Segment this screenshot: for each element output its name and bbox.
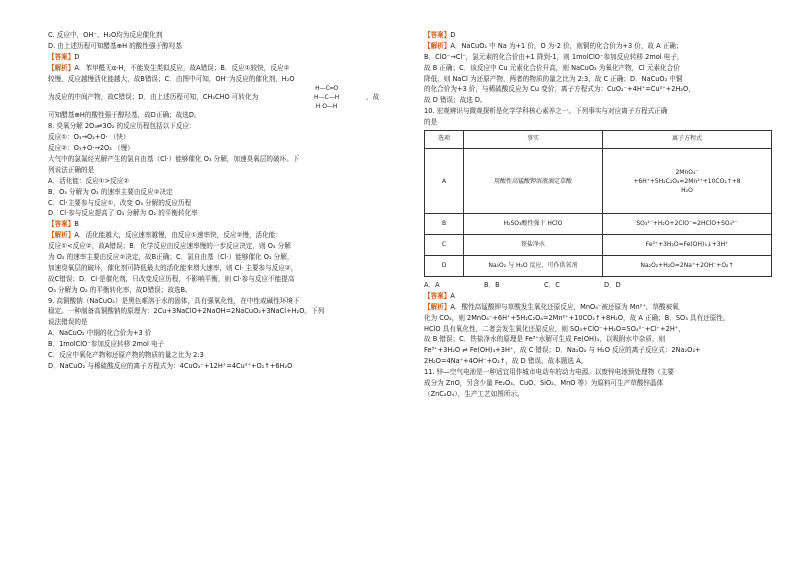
question-8-line: 反应①：O₃→O₂+O· （快） [48, 133, 130, 142]
left-column [48, 30, 400, 372]
answer-line [48, 52, 400, 63]
analysis-line: HClO 具有氧化性，二者会发生氧化还原反应，则 SO₃+ClO⁻+H₂O=SO₄²⁻+Cl⁻+2H⁺， [424, 324, 685, 333]
answer-value: B [74, 220, 79, 229]
question-10-line: 的是 [424, 118, 438, 127]
option-d-line: D. 由上述历程可知醋基⊕H 的酸性强于醇羟基 [48, 41, 182, 50]
analysis-line: 故C错误；D．Cl·是催化剂，只改变反应历程，不影响平衡，则 Cl·参与反应不能提高 [48, 274, 295, 283]
analysis-line: 故 B 正确；C．该反应中 Cu 元素化合价升高，则 NaCuO₂ 为氧化产物，Cl 元素化合价 [424, 63, 680, 72]
question-9-option: A．NaCuO₂ 中铜的化合价为+3 价 [48, 329, 152, 338]
table-cell-fact: Na₂O₂ 与 H₂O 反应，可作供氧剂 [464, 256, 603, 277]
question-11-line: 11. 锌—空气电池是一种适宜用作城市电动车的动力电源。以废锌电池预处理物（主要 [424, 368, 674, 377]
question-9-option: C．反应中氧化产物和还原产物的物质的量之比为 2:3 [48, 351, 204, 360]
analysis-line: Fe³⁺+3H₂O ⇌ Fe(OH)₃+3H⁺，故 C 错误；D．Na₂O₂ 与 H₂O 反应的离子反应式：2Na₂O₂+ [424, 346, 701, 355]
answer-value: A [450, 291, 455, 300]
analysis-text: A．NaCuO₂ 中 Na 为+1 价，O 为-2 价，则铜的化合价为+3 价，故 A 正确； [450, 41, 683, 50]
table-row [425, 256, 772, 277]
table-cell-fact: H₂SO₃酸性强于 HClO [464, 214, 603, 235]
question-8-line: 列说法正确的是 [48, 165, 95, 174]
question-8-line: 8. 臭氧分解 2O₃⇌3O₂ 的反应历程包括以下反应： [48, 122, 196, 131]
choice-b: B．B [484, 281, 500, 290]
choice-d: D．D [604, 281, 621, 290]
analysis-line [424, 302, 776, 313]
structural-formula [314, 84, 339, 111]
analysis-line: 故 B 错误；C．铁盐净水的原理是 Fe³⁺水解可生成 Fe(OH)₃，以吸附水中杂质，则 [424, 335, 666, 344]
question-8-line: 反应②：O₃+O·→2O₂ （慢） [48, 144, 134, 153]
analysis-label: 【解析】 [424, 302, 451, 311]
analysis-line: 较慢，反应越慢活化能越大，故B错误；C．由图中可知，OH⁻为反应的催化剂，H₂O [48, 74, 295, 83]
question-9-option: D．NaCuO₂ 与稀硫酸反应的离子方程式为：4CuO₂⁻+12H⁺=4Cu²⁺+O₂↑+6H₂O [48, 361, 293, 370]
choice-c: C．C [544, 281, 560, 290]
analysis-line [48, 63, 400, 74]
question-8-option: C．Cl·主要参与反应①，改变 O₃ 分解的反应历程 [48, 198, 192, 207]
analysis-line: 为 O₂ 的速率主要由反应②决定，故B正确；C．氯自由基（Cl·）能够催化 O₃ 分解， [48, 253, 294, 262]
equation-part: 2MnO₄⁻ [675, 168, 699, 176]
table-row [425, 235, 772, 256]
question-10-choices [424, 280, 776, 291]
analysis-line: 可知醋基⊕H的酸性强于醇羟基，故D正确；故选D。 [48, 111, 201, 120]
analysis-line: 故 D 错误；故选 D。 [424, 96, 487, 105]
analysis-line: 化为 CO₂，则 2MnO₄⁻+6H⁺+5H₂C₂O₄=2Mn²⁺+10CO₂↑+8H₂O，故 A 正确；B．SO₃ 具有还原性， [424, 313, 730, 322]
analysis-label: 【解析】 [48, 63, 75, 72]
answer-value: D [74, 52, 80, 61]
table-cell-fact: 用酸性高锰酸钾溶液滴定草酸 [464, 149, 603, 214]
option-c-line: C. 反应中，OH⁻、H₂O均为反应催化剂 [48, 31, 163, 39]
answer-line [424, 291, 776, 302]
question-9-line: 9. 高铜酸钠（NaCuO₂）是黑色难溶于水的固体，具有强氧化性，在中性或碱性环境下 [48, 296, 300, 305]
question-8-option: B．O₃ 分解为 O₂ 的速率主要由反应②决定 [48, 187, 173, 196]
analysis-line: 的化合价为+3 价，与稀硫酸反应为 Cu 变价，离子方程式为：CuO₂⁻+4H⁺=Cu²⁺+2H₂O， [424, 85, 695, 94]
answer-label: 【答案】 [48, 220, 75, 229]
analysis-line: 加速臭氧层的破坏，催化剂可降低最大的活化能来增大速率，则 Cl· 主要参与反应②， [48, 263, 298, 272]
table-cell-option: B [425, 214, 464, 235]
table-cell-equation: Na₂O₂+H₂O=2Na⁺+2OH⁻+O₂↑ [603, 256, 772, 277]
analysis-line: O₃ 分解为 O₂ 的平衡转化率，故D错误；故选B。 [48, 285, 192, 294]
table-header: 事实 [464, 131, 603, 149]
answer-line [424, 30, 776, 41]
analysis-text: A．苯甲醛无α-H，不能发生类似反应，故A错误；B．反应①较快，反应② [74, 63, 290, 72]
question-8-option: A．活化能：反应①>反应② [48, 176, 130, 185]
answer-line [48, 219, 400, 230]
analysis-text: A．酸性高锰酸钾与草酸发生氧化还原反应，MnO₄⁻被还原为 Mn²⁺，草酸被氧 [450, 302, 679, 311]
question-8-option: D．Cl·参与反应提高了 O₃ 分解为 O₂ 的平衡转化率 [48, 209, 198, 218]
table-cell-equation [603, 149, 772, 214]
table-cell-option: D [425, 256, 464, 277]
analysis-line: 反应①<反应②，故A错误；B．化学反应由反应速率慢的一步反应决定，则 O₃ 分解 [48, 242, 291, 251]
question-9-line: 稳定。一种制备高铜酸钠的原理为：2Cu+3NaClO+2NaOH=2NaCuO₂+3NaCl+H₂O。下列 [48, 307, 325, 316]
choice-a: A．A [424, 281, 440, 290]
table-header: 选项 [425, 131, 464, 149]
question-10-table [424, 130, 772, 277]
table-row [425, 214, 772, 235]
answer-label: 【答案】 [424, 291, 451, 300]
question-10-line: 10. 宏观辨识与微观探析是化学学科核心素养之一。下列事实与对应离子方程式正确 [424, 107, 668, 116]
table-cell-option: A [425, 149, 464, 214]
analysis-text-tail: ，故 [366, 93, 380, 102]
table-cell-equation: SO₃²⁻+H₂O+2ClO⁻=2HClO+SO₄²⁻ [603, 214, 772, 235]
equation-part: H₂O [681, 186, 693, 194]
formula-top: H—C═O [315, 85, 339, 93]
analysis-line: 降低，则 NaCl 为还原产物，两者的物质的量之比为 2:3，故 C 正确；D．NaCuO₂ 中铜 [424, 74, 683, 83]
question-11-line: （ZnC₂O₄），生产工艺如图所示。 [424, 389, 524, 398]
formula-bot: H O—H [315, 103, 338, 111]
table-row [425, 149, 772, 214]
answer-label: 【答案】 [424, 31, 451, 39]
analysis-text: 为反应的中间产物，故C错误；D．由上述历程可知，CH₃CHO 可转化为 [48, 93, 259, 102]
table-header: 离子方程式 [603, 131, 772, 149]
analysis-line [424, 41, 776, 52]
question-8-line: 大气中的氯氟烃光解产生的氯自由基（Cl·）能够催化 O₃ 分解，加速臭氧层的破坏。下 [48, 155, 300, 164]
analysis-formula-line [48, 84, 400, 110]
right-column [424, 30, 776, 400]
table-cell-fact: 铁盐净水 [464, 235, 603, 256]
analysis-label: 【解析】 [424, 41, 451, 50]
question-9-line: 说法错误的是 [48, 318, 88, 327]
formula-mid: H—C—H [314, 94, 340, 102]
question-11-line: 成分为 ZnO，另含少量 Fe₂O₃、CuO、SiO₂、MnO 等）为原料可生产草酸锌晶体 [424, 379, 664, 388]
answer-value: D [450, 31, 456, 39]
analysis-line: B．ClO⁻→Cl⁻，氯元素的化合价由+1 降到-1，则 1molClO⁻参加反应转移 2mol 电子， [424, 52, 684, 61]
analysis-text: A．活化能越大，反应速率越慢，由反应①速率快，反应②慢，活化能： [74, 231, 282, 240]
equation-part: +6H⁺+5H₂C₂O₄=2Mn²⁺+10CO₂↑+8 [633, 177, 741, 185]
analysis-line: 2H₂O=4Na⁺+4OH⁻+O₂↑，故 D 错误。故本题选 A。 [424, 357, 588, 366]
table-header-row [425, 131, 772, 149]
answer-label: 【答案】 [48, 52, 75, 61]
analysis-line [48, 230, 400, 241]
question-9-option: B．1molClO⁻参加反应转移 2mol 电子 [48, 340, 165, 349]
analysis-label: 【解析】 [48, 231, 75, 240]
table-cell-equation: Fe³⁺+3H₂O=Fe(OH)₃↓+3H⁺ [603, 235, 772, 256]
table-cell-option: C [425, 235, 464, 256]
